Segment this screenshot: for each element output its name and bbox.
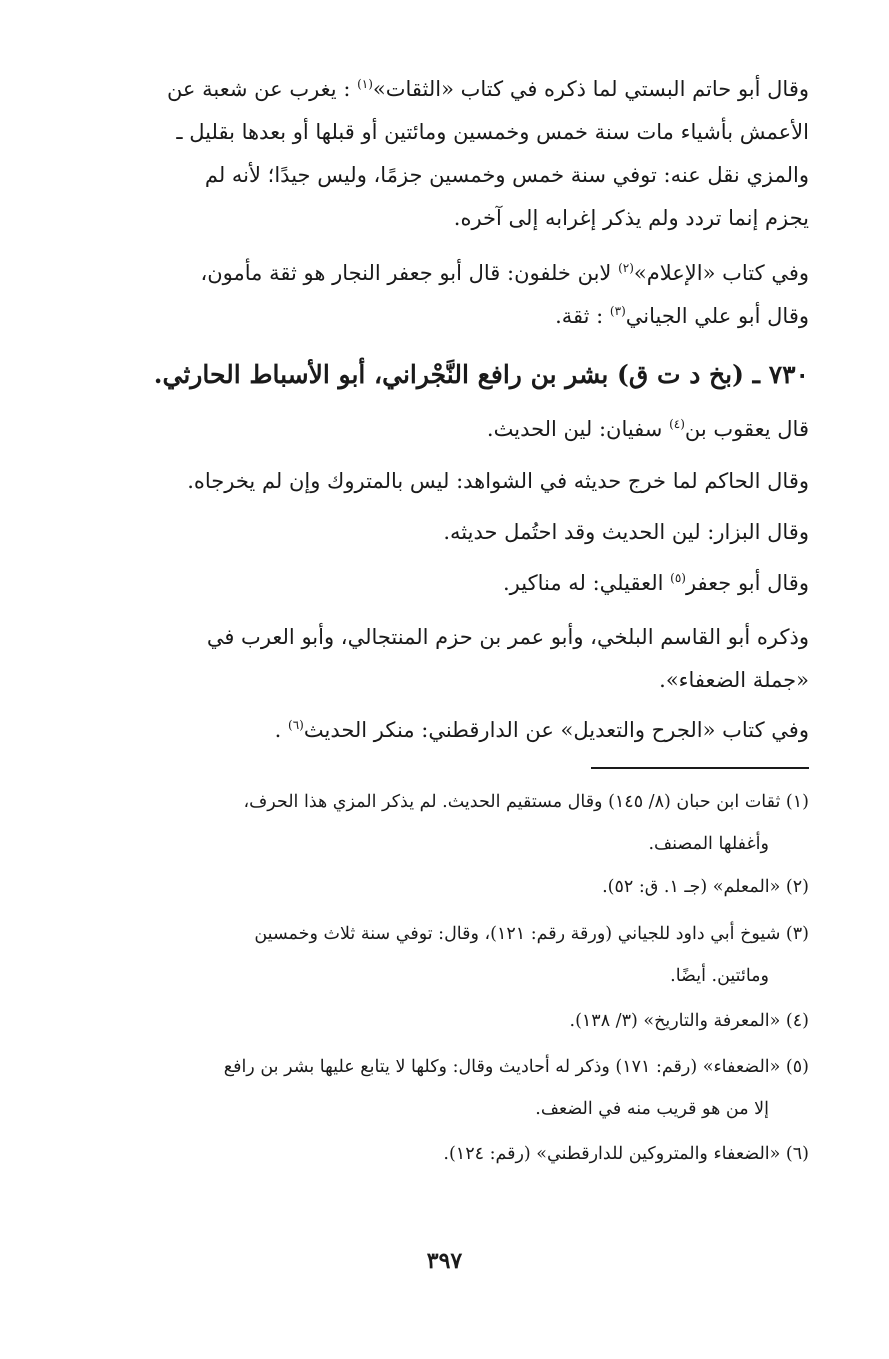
statement-hakim: وقال الحاكم لما خرج حديثه في الشواهد: ليس بالمتروك وإن لم يخرجاه. <box>187 469 809 493</box>
text-line: والمزي نقل عنه: توفي سنة خمس وخمسين جزمًا، وليس جيدًا؛ لأنه لم <box>204 163 809 187</box>
statement-bazzar: وقال البزار: لين الحديث وقد احتُمل حديثه. <box>443 520 809 544</box>
footnote-3: (٣) شيوخ أبي داود للجياني (ورقة رقم: ١٢١)، وقال: توفي سنة ثلاث وخمسين ومائتين. أيضًا. <box>254 924 809 986</box>
text-line: وقال أبو علي الجياني$^{(٣)}$ : ثقة. <box>555 304 809 328</box>
page-number: ٣٩٧ <box>426 1248 463 1274</box>
footnote-1: (١) ثقات ابن حبان (٨/ ١٤٥) وقال مستقيم الحديث. لم يذكر المزي هذا الحرف، وأغفلها المصنف. <box>243 792 809 854</box>
entry-heading: ٧٣٠ ـ (بخ د ت ق) بشر بن رافع النَّجْراني، أبو الأسباط الحارثي. <box>153 360 809 389</box>
text-line: الأعمش بأشياء مات سنة خمس وخمسين ومائتين أو قبلها أو بعدها بقليل ـ <box>176 120 809 144</box>
text-line: يجزم إنما تردد ولم يذكر إغرابه إلى آخره. <box>453 206 809 230</box>
paragraph-ibn-hibban <box>79 68 809 240</box>
statement-yaqub: قال يعقوب بن$^{(٤)}$ سفيان: لين الحديث. <box>486 417 809 441</box>
text-line: وقال أبو حاتم البستي لما ذكره في كتاب «الثقات»$^{(١)}$ : يغرب عن شعبة عن <box>166 77 809 101</box>
footnote-6: (٦) «الضعفاء والمتروكين للدارقطني» (رقم: ١٢٤). <box>443 1144 809 1164</box>
footnote-separator <box>591 767 809 769</box>
footnote-ref[interactable]: (٣) <box>609 304 626 318</box>
footnote-ref[interactable]: (٦) <box>288 718 304 732</box>
footnote-ref[interactable]: (٤) <box>669 417 685 431</box>
statement-daraqutni: وفي كتاب «الجرح والتعديل» عن الدارقطني: منكر الحديث$^{(٦)}$ . <box>274 718 809 742</box>
footnote-2: (٢) «المعلم» (جـ ١. ق: ٥٢). <box>602 877 809 897</box>
footnote-ref[interactable]: (١) <box>357 77 373 91</box>
footnote-ref[interactable]: (٥) <box>670 571 686 585</box>
footnote-ref[interactable]: (٢) <box>618 261 634 275</box>
text-line: وفي كتاب «الإعلام»$^{(٢)}$ لابن خلفون: قال أبو جعفر النجار هو ثقة مأمون، <box>200 261 809 285</box>
statement-balkhi: وذكره أبو القاسم البلخي، وأبو عمر بن حزم المنتجالي، وأبو العرب في «جملة الضعفاء». <box>206 625 809 692</box>
footnote-4: (٤) «المعرفة والتاريخ» (٣/ ١٣٨). <box>569 1011 809 1031</box>
footnote-5: (٥) «الضعفاء» (رقم: ١٧١) وذكر له أحاديث وقال: وكلها لا يتابع عليها بشر بن رافع إلا من هو قريب منه في الضعف. <box>223 1057 809 1119</box>
statement-uqayli: وقال أبو جعفر$^{(٥)}$ العقيلي: له مناكير. <box>503 571 809 595</box>
paragraph-al-ilam <box>79 252 809 338</box>
